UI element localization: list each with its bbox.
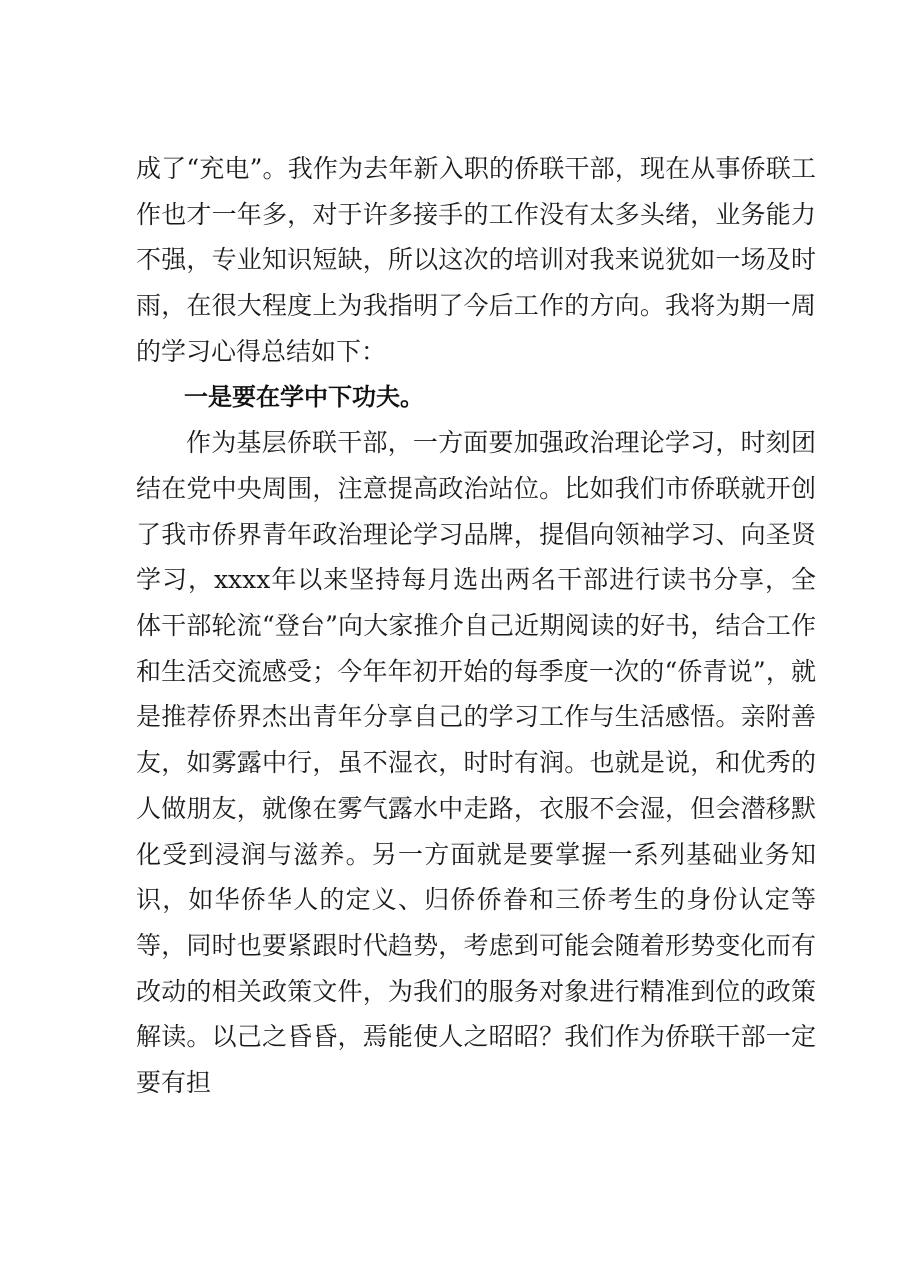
body-paragraph-2: 作为基层侨联干部，一方面要加强政治理论学习，时刻团结在党中央周围，注意提高政治站位。比如我们市侨联就开创了我市侨界青年政治理论学习品牌，提倡向领袖学习、向圣贤学习，xxxx年以来坚持每月选出两名干部进行读书分享，全体干部轮流“登台”向大家推介自己近期阅读的好书，结合工作和生活交流感受；今年年初开始的每季度一次的“侨青说”，就是推荐侨界杰出青年分享自己的学习工作与生活感悟。亲附善友，如雾露中行，虽不湿衣，时时有润。也就是说，和优秀的人做朋友，就像在雾气露水中走路，衣服不会湿，但会潜移默化受到浸润与滋养。另一方面就是要掌握一系列基础业务知识，如华侨华人的定义、归侨侨眷和三侨考生的身份认定等等，同时也要紧跟时代趋势，考虑到可能会随着形势变化而有改动的相关政策文件，为我们的服务对象进行精准到位的政策解读。以己之昏昏，焉能使人之昭昭？我们作为侨联干部一定要有担 (136, 428, 816, 1098)
document-body (136, 146, 816, 1106)
body-paragraph-1: 成了“充电”。我作为去年新入职的侨联干部，现在从事侨联工作也才一年多，对于许多接手的工作没有太多头绪，业务能力不强，专业知识短缺，所以这次的培训对我来说犹如一场及时雨，在很大程度上为我指明了今后工作的方向。我将为期一周的学习心得总结如下： (136, 154, 816, 366)
section-heading: 一是要在学中下功夫。 (184, 382, 424, 411)
